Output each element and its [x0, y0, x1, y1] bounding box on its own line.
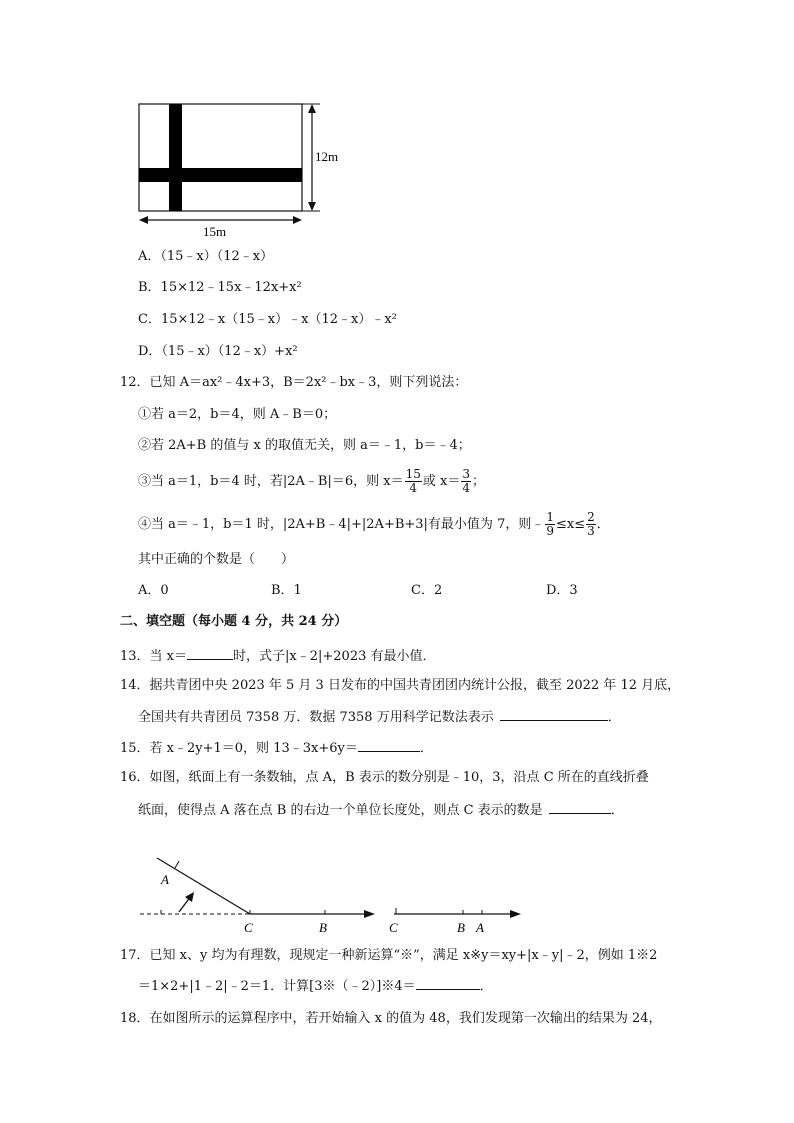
q14-line-1: 14．据共青团中央 2023 年 5 月 3 日发布的中国共青团团内统计公报，截至 2022 年 12 月底，	[120, 678, 681, 693]
q15: 15．若 x﹣2y+1＝0，则 13﹣3x+6y＝ ．	[120, 738, 433, 758]
q17-line-2: ＝1×2+|1﹣2|﹣2＝1．计算[3※（﹣2）]※4＝ ．	[138, 976, 493, 996]
q12-option-b: B．1	[271, 583, 302, 598]
q11-option-d: D．（15﹣x）（12﹣x）+x²	[138, 344, 298, 359]
number-line-fold-figure	[135, 848, 535, 940]
horizontal-road	[139, 168, 302, 182]
q11-option-b: B．15×12﹣15x﹣12x+x²	[138, 280, 302, 295]
q11-option-a: A．（15﹣x）（12﹣x）	[138, 249, 274, 264]
fraction: $\frac{15}{4}$	[405, 467, 421, 495]
q13: 13．当 x＝ 时，式子|x﹣2|+2023 有最小值．	[120, 646, 436, 666]
q16-line-2: 纸面，使得点 A 落在点 B 的右边一个单位长度处，则点 C 表示的数是 ．	[138, 800, 624, 820]
answer-blank[interactable]	[358, 738, 420, 752]
q12-option-a: A．0	[138, 583, 169, 598]
q12-question: 其中正确的个数是（ ）	[138, 552, 295, 567]
q12-option-d: D．3	[546, 583, 578, 598]
q12-statement-4: ④当 a＝﹣1，b＝1 时，|2A+B﹣4|+|2A+B+3|有最小值为 7，则﹣ $\frac{1}{9}$ ≤x≤ $\frac{2}{3}$ ．	[138, 510, 610, 538]
fraction: $\frac{1}{9}$	[546, 510, 554, 538]
q16-line-1: 16．如图，纸面上有一条数轴，点 A，B 表示的数分别是﹣10，3，沿点 C 所在的直线折叠	[120, 770, 649, 785]
vertical-road	[169, 104, 182, 211]
folded-segment	[157, 858, 250, 914]
point-label-c: C	[244, 920, 253, 935]
point-label-b: B	[319, 920, 327, 935]
q12-statement-2: ②若 2A+B 的值与 x 的取值无关，则 a＝﹣1，b＝﹣4；	[138, 438, 471, 453]
q18-line-1: 18．在如图所示的运算程序中，若开始输入 x 的值为 48，我们发现第一次输出的结果为 24，	[120, 1011, 662, 1026]
q17-line-1: 17．已知 x、y 均为有理数，现规定一种新运算“※”，满足 x※y＝xy+|x﹣y|﹣2，例如 1※2	[120, 948, 658, 963]
fraction: $\frac{3}{4}$	[462, 467, 470, 495]
q14-line-2: 全国共有共青团员 7358 万．数据 7358 万用科学记数法表示 ．	[138, 707, 621, 727]
field-rectangle	[139, 104, 302, 211]
q12-statement-3: ③当 a＝1，b＝4 时，若|2A﹣B|＝6，则 x＝ $\frac{15}{4}$ 或 x＝ $\frac{3}{4}$ ；	[138, 467, 485, 495]
rectangle-road-figure	[130, 95, 360, 245]
width-label: 15m	[203, 224, 227, 239]
q12-stem: 12．已知 A＝ax²﹣4x+3，B＝2x²﹣bx﹣3，则下列说法：	[120, 375, 468, 390]
point-label-b-right: B	[457, 920, 465, 935]
point-label-c-right: C	[389, 920, 398, 935]
q12-option-c: C．2	[411, 583, 443, 598]
fraction: $\frac{2}{3}$	[587, 510, 595, 538]
answer-blank[interactable]	[416, 976, 480, 990]
answer-blank[interactable]	[187, 646, 233, 660]
answer-blank[interactable]	[500, 707, 608, 721]
point-label-a: A	[161, 872, 169, 887]
answer-blank[interactable]	[549, 800, 611, 814]
q12-statement-1: ①若 a＝2，b＝4，则 A﹣B＝0；	[138, 407, 337, 422]
q11-option-c: C．15×12﹣x（15﹣x）﹣x（12﹣x）﹣x²	[138, 312, 397, 327]
height-label: 12m	[315, 149, 339, 164]
section-title: 二、填空题（每小题 4 分，共 24 分）	[120, 614, 348, 629]
point-label-a-right: A	[476, 920, 484, 935]
